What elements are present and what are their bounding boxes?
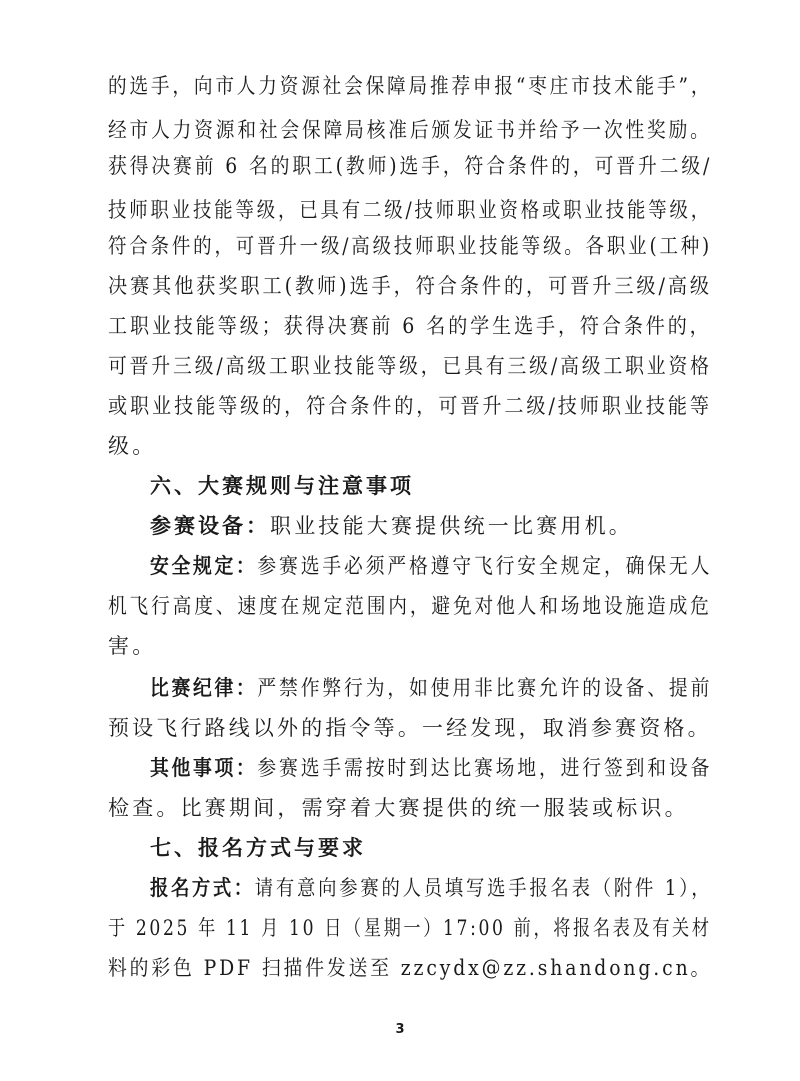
text-line: 获得决赛前 6 名的职工(教师)选手，符合条件的，可晋升二级/ xyxy=(108,154,713,178)
text-line: 预设飞行路线以外的指令等。一经发现，取消参赛资格。 xyxy=(108,716,712,740)
other-text: 参赛选手需按时到达比赛场地，进行签到和设备 xyxy=(257,756,713,780)
text-line: 的选手，向市人力资源社会保障局推荐申报“枣庄市技术能手”， xyxy=(108,74,713,98)
paragraph-safety xyxy=(150,551,712,581)
text-line: 决赛其他获奖职工(教师)选手，符合条件的，可晋升三级/高级 xyxy=(108,274,712,298)
section-heading-rules: 六、大赛规则与注意事项 xyxy=(150,474,414,498)
page-number: 3 xyxy=(395,1022,405,1037)
discipline-text: 严禁作弊行为，如使用非比赛允许的设备、提前 xyxy=(257,676,713,700)
safety-text: 参赛选手必须严格遵守飞行安全规定，确保无人 xyxy=(257,554,713,578)
text-line: 检查。比赛期间，需穿着大赛提供的统一服装或标识。 xyxy=(108,796,689,820)
text-line: 可晋升三级/高级工职业技能等级，已具有三级/高级工职业资格 xyxy=(108,354,712,378)
text-line: 害。 xyxy=(108,634,157,658)
equipment-label: 参赛设备： xyxy=(150,514,270,538)
text-line: 机飞行高度、速度在规定范围内，避免对他人和场地设施造成危 xyxy=(108,594,712,618)
discipline-label: 比赛纪律： xyxy=(150,676,258,700)
text-line: 符合条件的，可晋升一级/高级技师职业技能等级。各职业(工种) xyxy=(108,234,713,258)
section-heading-registration: 七、报名方式与要求 xyxy=(150,836,366,860)
paragraph-other xyxy=(150,753,712,783)
paragraph-discipline xyxy=(150,673,712,703)
safety-label: 安全规定： xyxy=(150,554,258,578)
text-line: 于 2025 年 11 月 10 日（星期一）17:00 前，将报名表及有关材 xyxy=(108,916,712,940)
text-line: 级。 xyxy=(108,434,157,458)
registration-text: 请有意向参赛的人员填写选手报名表（附件 1）， xyxy=(254,876,713,900)
equipment-text: 职业技能大赛提供统一比赛用机。 xyxy=(270,514,633,538)
registration-label: 报名方式： xyxy=(150,876,255,900)
paragraph-equipment xyxy=(150,511,633,541)
text-line: 工职业技能等级；获得决赛前 6 名的学生选手，符合条件的， xyxy=(108,314,712,338)
text-line: 技师职业技能等级，已具有二级/技师职业资格或职业技能等级， xyxy=(108,198,712,222)
paragraph-registration xyxy=(150,873,712,903)
text-line: 经市人力资源和社会保障局核准后颁发证书并给予一次性奖励。 xyxy=(108,118,712,142)
other-label: 其他事项： xyxy=(150,756,258,780)
text-line: 或职业技能等级的，符合条件的，可晋升二级/技师职业技能等 xyxy=(108,394,712,418)
text-line: 料的彩色 PDF 扫描件发送至 zzcydx@zz.shandong.cn。 xyxy=(108,956,713,980)
